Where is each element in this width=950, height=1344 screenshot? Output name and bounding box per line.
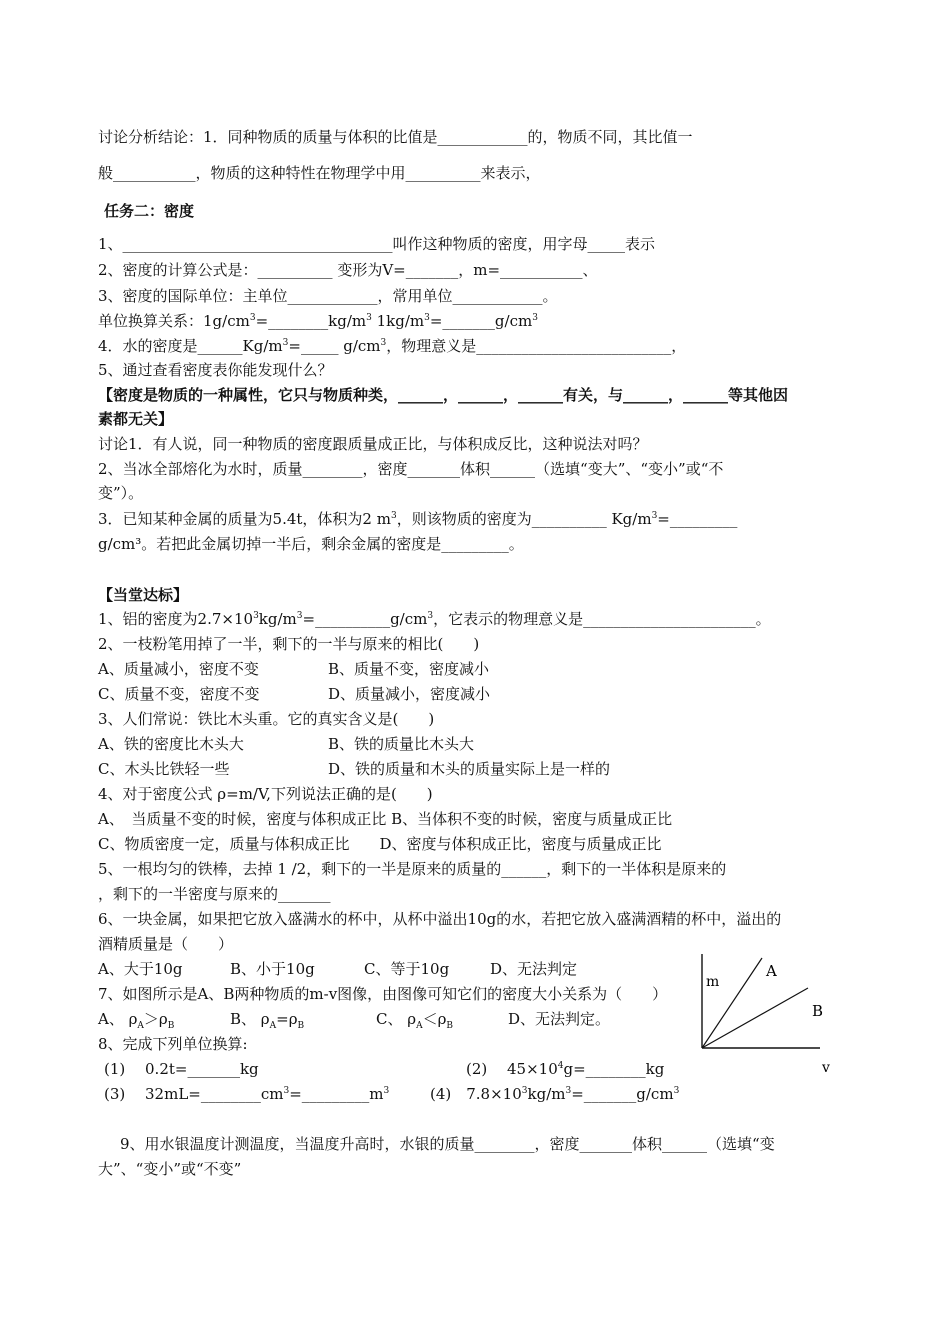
- sup: 3: [532, 313, 538, 323]
- conv-text-3: 1kg/m: [371, 312, 425, 330]
- iron-option-b: B、铁的质量比木头大: [328, 735, 475, 753]
- water-density-line: [98, 335, 686, 357]
- density-def-line: 1、____________________________________叫作这种物质的密度，用字母_____表示: [98, 235, 656, 253]
- opt-a-text-2: ＞ρ: [143, 1010, 168, 1028]
- conv-text-1: 单位换算关系：1g/cm: [98, 312, 250, 330]
- conv4-text: (4) 7.8×10: [430, 1085, 522, 1103]
- graph-line-a: [702, 958, 762, 1048]
- discussion-1: 讨论1．有人说，同一种物质的密度跟质量成正比，与体积成反比，这种说法对吗？: [98, 435, 648, 453]
- al-text-1: 1、铝的密度为2.7×10: [98, 610, 254, 628]
- metal-text-1: 3．已知某种金属的质量为5.4t，体积为2 m: [98, 510, 391, 528]
- ice-melt-line-2: 变”）。: [98, 484, 144, 502]
- graph-label-a: A: [766, 962, 777, 980]
- density-table-question: 5、通过查看密度表你能发现什么？: [98, 361, 333, 379]
- metal-cup-line-2: 酒精质量是（ ）: [98, 935, 234, 953]
- ice-melt-line-1: 2、当冰全部熔化为水时，质量________，密度_______体积______（选填“变大”、“变小”或“不: [98, 460, 724, 478]
- conv2-text-2: g=________kg: [563, 1060, 665, 1078]
- thermometer-line-1: 9、用水银温度计测温度，当温度升高时，水银的质量________，密度_______体积______（选填“变: [120, 1135, 775, 1153]
- sup: 3: [253, 611, 259, 621]
- iron-option-a: A、铁的密度比木头大: [98, 735, 244, 753]
- m-v-graph: [680, 950, 850, 1080]
- al-text-2: kg/m: [258, 610, 297, 628]
- sup: 3: [249, 313, 256, 323]
- chalk-option-b: B、质量不变，密度减小: [328, 660, 490, 678]
- conv-text-4: =_______g/cm: [429, 312, 533, 330]
- formula-options-ab: A、 当质量不变的时候，密度与体积成正比 B、当体积不变的时候，密度与质量成正比: [98, 810, 673, 828]
- sup: 3: [651, 511, 658, 521]
- iron-question: 3、人们常说：铁比木头重。它的真实含义是( ): [98, 710, 435, 728]
- chalk-question: 2、一枝粉笔用掉了一半，剩下的一半与原来的相比( ): [98, 635, 480, 653]
- metal-cup-line-1: 6、一块金属，如果把它放入盛满水的杯中，从杯中溢出10g的水，若把它放入盛满酒精的杯中，溢出的: [98, 910, 782, 928]
- graph-option-a: [98, 1008, 174, 1030]
- sup: 3: [283, 1086, 290, 1096]
- opt-c-text-2: ＜ρ: [422, 1010, 447, 1028]
- metal-cup-option-d: D、无法判定: [490, 960, 578, 978]
- sub: B: [297, 1021, 305, 1031]
- conv3-text: (3) 32mL=________cm: [104, 1085, 284, 1103]
- sub: B: [446, 1021, 454, 1031]
- conv2-text: (2) 45×10: [466, 1060, 558, 1078]
- opt-b-text: B、 ρ: [230, 1010, 270, 1028]
- sup: 3: [390, 511, 397, 521]
- aluminum-question: [98, 608, 771, 630]
- metal-cup-option-c: C、等于10g: [364, 960, 450, 978]
- metal-question-line-1: [98, 508, 737, 530]
- unit-conversion-line: [98, 310, 538, 332]
- conversion-2: [466, 1058, 664, 1080]
- opt-a-text: A、 ρ: [98, 1010, 138, 1028]
- unit-conversion-heading: 8、完成下列单位换算:: [98, 1035, 248, 1053]
- sup: 3: [565, 1086, 572, 1096]
- chalk-option-c: C、质量不变，密度不变: [98, 685, 260, 703]
- opt-c-text: C、 ρ: [376, 1010, 417, 1028]
- conversion-1: (1) 0.2t=_______kg: [104, 1060, 259, 1078]
- al-text-4: ，它表示的物理意义是_______________________。: [433, 610, 771, 628]
- graph-axis-m: m: [706, 974, 720, 990]
- chalk-option-a: A、质量减小，密度不变: [98, 660, 259, 678]
- sup: 3: [380, 338, 387, 348]
- formula-options-cd: C、物质密度一定，质量与体积成正比 D、密度与体积成正比，密度与质量成正比: [98, 835, 662, 853]
- formula-line: 2、密度的计算公式是：__________ 变形为V=_______，m=___________、: [98, 261, 598, 279]
- conversion-3: [104, 1083, 389, 1105]
- conv3-text-2: =_________m: [289, 1085, 384, 1103]
- conv4-text-2: kg/m: [527, 1085, 566, 1103]
- sup: 3: [282, 338, 289, 348]
- sup: 3: [296, 611, 303, 621]
- al-text-3: =__________g/cm: [302, 610, 428, 628]
- graph-option-c: [376, 1008, 453, 1030]
- iron-rod-line-2: ，剩下的一半密度与原来的_______: [98, 885, 331, 903]
- metal-cup-option-a: A、大于10g: [98, 960, 183, 978]
- conclusion-line-2: 般___________，物质的这种特性在物理学中用__________来表示，: [98, 164, 541, 182]
- graph-label-b: B: [812, 1002, 824, 1020]
- sub: A: [269, 1021, 277, 1031]
- iron-option-c: C、木头比铁轻一些: [98, 760, 230, 778]
- sup: 3: [424, 313, 430, 323]
- conv-text-2: =________kg/m: [255, 312, 367, 330]
- conversion-4: [430, 1083, 679, 1105]
- graph-option-b: [230, 1008, 304, 1030]
- si-unit-line: 3、密度的国际单位：主单位____________，常用单位____________。: [98, 287, 558, 305]
- property-statement-1: 【密度是物质的一种属性，它只与物质种类，______，______，______有关，与______，______等其他因: [98, 386, 789, 404]
- conclusion-line-1: 讨论分析结论：1．同种物质的质量与体积的比值是____________的，物质不同，其比值一: [98, 128, 693, 146]
- opt-b-text-2: =ρ: [276, 1010, 298, 1028]
- sup: 3: [366, 313, 372, 323]
- graph-line-b: [702, 988, 808, 1048]
- sup: 3: [673, 1086, 680, 1096]
- thermometer-line-2: 大”、“变小”或“不变”: [98, 1160, 242, 1178]
- sup: 3: [521, 1086, 528, 1096]
- water-text-3: ，物理意义是__________________________，: [386, 337, 687, 355]
- sub: B: [167, 1021, 175, 1031]
- task-two-heading: 任务二：密度: [104, 202, 195, 220]
- practice-heading: 【当堂达标】: [98, 586, 189, 604]
- formula-question: 4、对于密度公式 ρ=m/V,下列说法正确的是( ): [98, 785, 433, 803]
- chalk-option-d: D、质量减小，密度减小: [328, 685, 491, 703]
- sub: A: [137, 1021, 144, 1031]
- metal-text-2: ，则该物质的密度为__________ Kg/m: [396, 510, 652, 528]
- iron-option-d: D、铁的质量和木头的质量实际上是一样的: [328, 760, 611, 778]
- metal-text-3: =_________: [657, 510, 738, 528]
- sup: 3: [383, 1086, 390, 1096]
- water-text-1: 4．水的密度是______Kg/m: [98, 337, 283, 355]
- sup: 3: [427, 611, 434, 621]
- property-statement-2: 素都无关】: [98, 410, 174, 428]
- conv4-text-3: =_______g/cm: [571, 1085, 674, 1103]
- metal-question-line-2: g/cm³。若把此金属切掉一半后，剩余金属的密度是_________。: [98, 535, 524, 553]
- metal-cup-option-b: B、小于10g: [230, 960, 315, 978]
- water-text-2: =_____ g/cm: [288, 337, 381, 355]
- graph-axis-v: v: [822, 1060, 830, 1076]
- sub: A: [416, 1021, 423, 1031]
- sup: 4: [557, 1061, 564, 1071]
- graph-question: 7、如图所示是A、B两种物质的m-v图像，由图像可知它们的密度大小关系为（ ）: [98, 985, 668, 1003]
- graph-option-d: D、无法判定。: [508, 1010, 611, 1028]
- iron-rod-line-1: 5、一根均匀的铁棒，去掉 1 /2，剩下的一半是原来的质量的______，剩下的一半体积是原来的: [98, 860, 727, 878]
